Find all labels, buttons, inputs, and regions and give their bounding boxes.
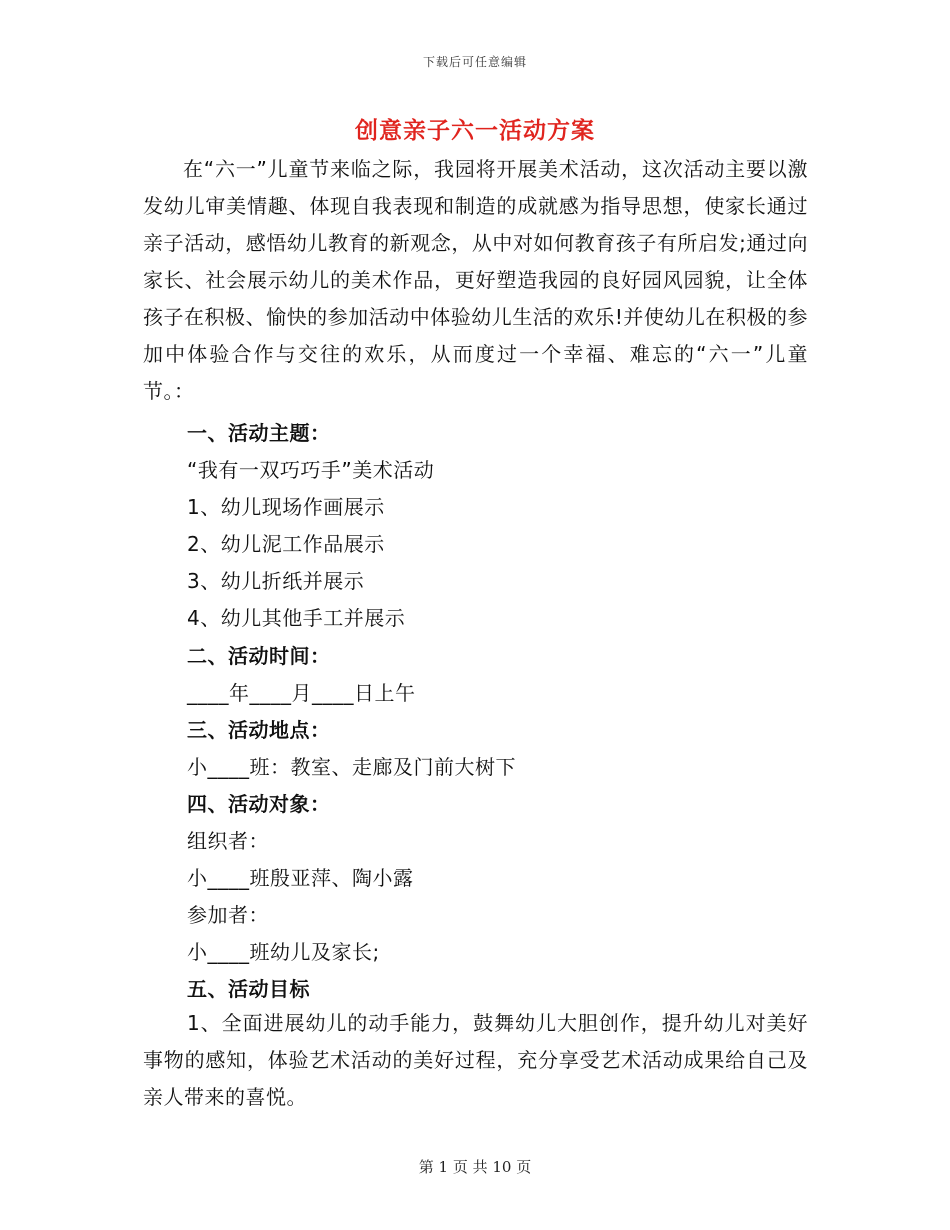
- section-heading-place: 三、活动地点：: [187, 718, 331, 742]
- theme-subtitle: “我有一双巧巧手”美术活动: [187, 458, 435, 482]
- place-value: 小____班：教室、走廊及门前大树下: [187, 755, 516, 779]
- organizer-value: 小____班殷亚萍、陶小露: [187, 866, 414, 890]
- goal-item-1: 1、全面进展幼儿的动手能力，鼓舞幼儿大胆创作，提升幼儿对美好事物的感知，体验艺术活动的美好过程，充分享受艺术活动成果给自己及亲人带来的喜悦。: [143, 1011, 808, 1109]
- section-heading-target: 四、活动对象：: [187, 792, 331, 816]
- theme-item-4: 4、幼儿其他手工并展示: [187, 606, 406, 630]
- document-title: 创意亲子六一活动方案: [355, 118, 595, 144]
- theme-item-1: 1、幼儿现场作画展示: [187, 495, 385, 519]
- section-heading-goals: 五、活动目标: [187, 977, 310, 1001]
- section-heading-time: 二、活动时间：: [187, 644, 331, 668]
- participant-label: 参加者：: [187, 903, 269, 927]
- theme-item-3: 3、幼儿折纸并展示: [187, 569, 365, 593]
- participant-value: 小____班幼儿及家长;: [187, 940, 380, 964]
- theme-item-2: 2、幼儿泥工作品展示: [187, 532, 385, 556]
- intro-paragraph: 在“六一”儿童节来临之际，我园将开展美术活动，这次活动主要以激发幼儿审美情趣、体现自我表现和制造的成就感为指导思想，使家长通过亲子活动，感悟幼儿教育的新观念，从中对如何教育孩子有所启发;通过向家长、社会展示幼儿的美术作品，更好塑造我园的良好园风园貌，让全体孩子在积极、愉快的参加活动中体验幼儿生活的欢乐!并使幼儿在积极的参加中体验合作与交往的欢乐，从而度过一个幸福、难忘的“六一”儿童节。：: [143, 157, 808, 403]
- page-indicator: 第 1 页 共 10 页: [418, 1158, 532, 1176]
- header-note: 下载后可任意编辑: [422, 55, 527, 69]
- time-value: ____年____月____日上午: [187, 681, 416, 705]
- organizer-label: 组织者：: [187, 829, 269, 853]
- section-heading-theme: 一、活动主题：: [187, 421, 331, 445]
